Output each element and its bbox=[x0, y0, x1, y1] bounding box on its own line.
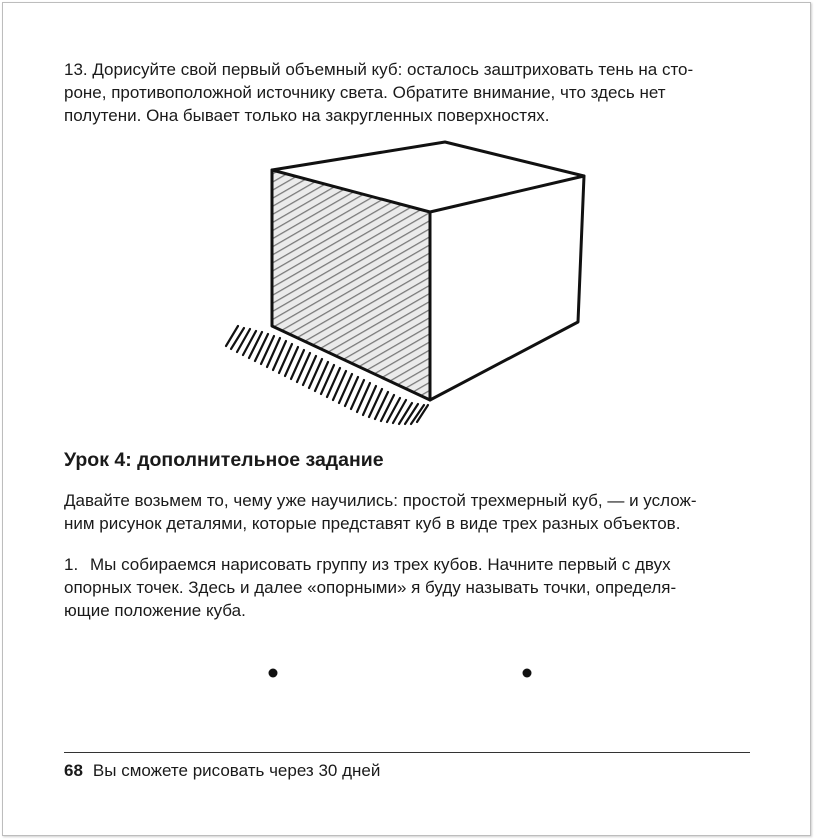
footer-rule bbox=[64, 752, 750, 753]
book-title: Вы сможете рисовать через 30 дней bbox=[92, 761, 381, 780]
step-1-line: ющие положение куба. bbox=[64, 601, 246, 620]
page-footer bbox=[64, 760, 380, 782]
shaded-cube-illustration bbox=[218, 132, 598, 432]
reference-point-left bbox=[269, 669, 278, 678]
lesson-intro-line: ним рисунок деталями, которые представят куб в виде трех разных объектов. bbox=[64, 514, 681, 533]
lesson-heading: Урок 4: дополнительное задание bbox=[64, 449, 384, 471]
reference-point-right bbox=[523, 669, 532, 678]
page-number: 68 bbox=[64, 761, 83, 780]
step-1-line: Мы собираемся нарисовать группу из трех кубов. Начните первый с двух bbox=[90, 555, 671, 574]
exercise-13-line: полутени. Она бывает только на закругленных поверхностях. bbox=[64, 106, 550, 125]
exercise-13-text bbox=[64, 58, 754, 127]
lesson-intro-line: Давайте возьмем то, чему уже научились: простой трехмерный куб, — и услож- bbox=[64, 491, 697, 510]
step-1-line: опорных точек. Здесь и далее «опорными» я буду называть точки, определя- bbox=[64, 578, 677, 597]
lesson-intro-text bbox=[64, 489, 754, 535]
step-1-number: 1. bbox=[64, 555, 79, 574]
reference-points-illustration bbox=[260, 660, 540, 690]
exercise-13-line: 13. Дорисуйте свой первый объемный куб: осталось заштриховать тень на сто- bbox=[64, 60, 694, 79]
step-1-text bbox=[64, 553, 754, 622]
exercise-13-line: роне, противоположной источнику света. Обратите внимание, что здесь нет bbox=[64, 83, 666, 102]
